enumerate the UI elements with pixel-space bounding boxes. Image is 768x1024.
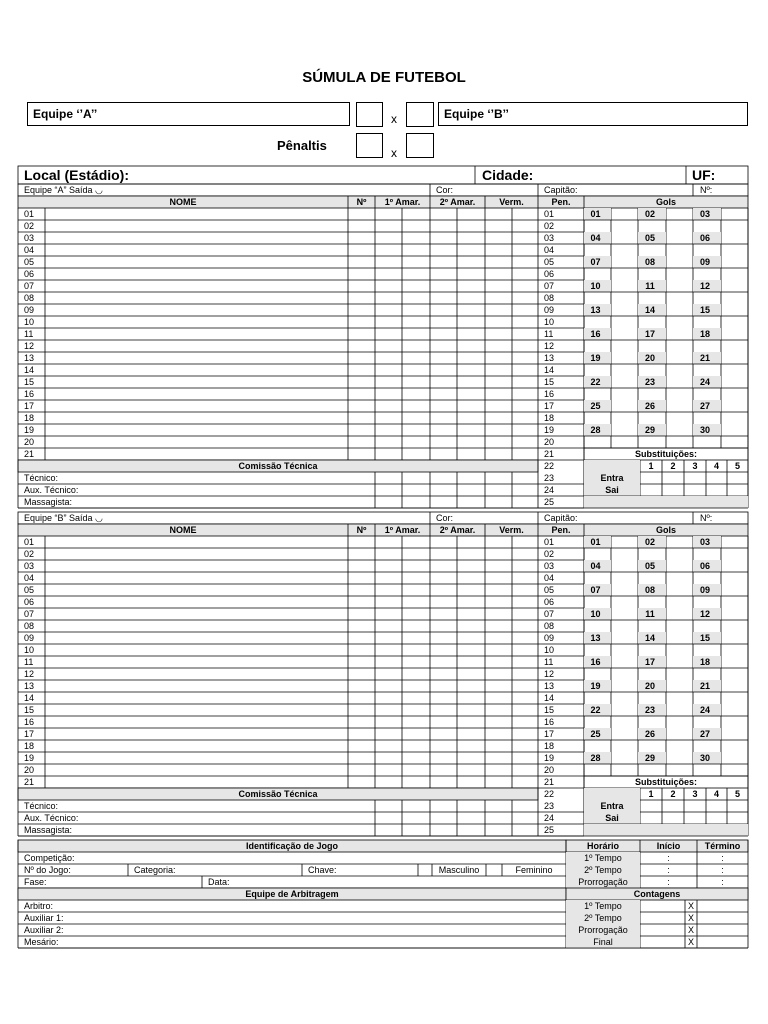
player-number-b: 18 xyxy=(24,741,35,751)
sub-number: 2 xyxy=(670,789,676,799)
numero-jogo-label: Nº do Jogo: xyxy=(24,865,71,875)
cor-label: Cor: xyxy=(436,185,454,195)
penalty-number-b: 10 xyxy=(544,645,555,655)
sai-label: Sai xyxy=(605,485,619,495)
sub-number: 1 xyxy=(648,461,654,471)
penalty-number-b: 21 xyxy=(544,777,555,787)
penalty-number-a: 22 xyxy=(544,461,555,471)
goal-number-b: 24 xyxy=(699,705,710,715)
goal-number-b: 26 xyxy=(644,729,655,739)
masculino-label: Masculino xyxy=(438,865,480,875)
penalty-number-a: 16 xyxy=(544,389,555,399)
sub-number: 2 xyxy=(670,461,676,471)
penalty-number-b: 18 xyxy=(544,741,555,751)
player-number-a: 10 xyxy=(24,317,35,327)
staff-label: Técnico: xyxy=(24,473,59,483)
goal-number-b: 18 xyxy=(699,657,710,667)
penalty-number-b: 15 xyxy=(544,705,555,715)
goal-number-a: 20 xyxy=(644,353,655,363)
team-a-saida-label: Equipe “A” Saída ◡ xyxy=(24,185,103,195)
penalty-number-b: 02 xyxy=(544,549,555,559)
goal-number-b: 15 xyxy=(699,633,710,643)
staff-label: Técnico: xyxy=(24,801,59,811)
versus-label: x xyxy=(391,112,397,126)
goal-number-b: 06 xyxy=(699,561,710,571)
goal-number-a: 26 xyxy=(644,401,655,411)
chave-label: Chave: xyxy=(308,865,337,875)
player-number-a: 08 xyxy=(24,293,35,303)
data-label: Data: xyxy=(208,877,230,887)
column-header: 2º Amar. xyxy=(439,525,476,535)
inicio-separator: : xyxy=(667,865,670,875)
player-number-a: 09 xyxy=(24,305,35,315)
penalty-number-b: 14 xyxy=(544,693,555,703)
page-title: SÚMULA DE FUTEBOL xyxy=(302,69,466,86)
penalty-number-a: 17 xyxy=(544,401,555,411)
player-number-a: 12 xyxy=(24,341,35,351)
penalty-number-b: 25 xyxy=(544,825,555,835)
contagem-x: X xyxy=(687,925,694,935)
player-number-b: 07 xyxy=(24,609,35,619)
categoria-label: Categoria: xyxy=(134,865,176,875)
player-number-a: 02 xyxy=(24,221,35,231)
column-header: Verm. xyxy=(499,197,524,207)
contagem-x: X xyxy=(687,937,694,947)
goal-number-a: 23 xyxy=(644,377,655,387)
player-number-b: 15 xyxy=(24,705,35,715)
player-number-a: 18 xyxy=(24,413,35,423)
penalty-number-b: 07 xyxy=(544,609,555,619)
penalty-versus-label: x xyxy=(391,146,397,160)
player-number-a: 07 xyxy=(24,281,35,291)
goal-number-a: 03 xyxy=(699,209,710,219)
column-header: Verm. xyxy=(499,525,524,535)
inicio-separator: : xyxy=(667,877,670,887)
goal-number-a: 13 xyxy=(590,305,601,315)
player-number-b: 21 xyxy=(24,777,35,787)
sub-number: 4 xyxy=(713,789,719,799)
horario-period: 2º Tempo xyxy=(584,865,622,875)
local-label: Local (Estádio): xyxy=(24,167,130,183)
penalty-number-b: 20 xyxy=(544,765,555,775)
penalty-number-a: 06 xyxy=(544,269,555,279)
penalty-number-b: 22 xyxy=(544,789,555,799)
penalty-number-b: 24 xyxy=(544,813,555,823)
penalty-number-b: 08 xyxy=(544,621,555,631)
goal-number-a: 09 xyxy=(699,257,710,267)
player-number-b: 17 xyxy=(24,729,35,739)
penalty-number-a: 03 xyxy=(544,233,555,243)
identificacao-title: Identificação de Jogo xyxy=(245,841,339,851)
goal-number-a: 19 xyxy=(590,353,601,363)
player-number-a: 13 xyxy=(24,353,35,363)
player-number-a: 06 xyxy=(24,269,35,279)
goal-number-b: 23 xyxy=(644,705,655,715)
penalty-number-a: 19 xyxy=(544,425,555,435)
player-number-a: 11 xyxy=(24,329,34,339)
goal-number-b: 05 xyxy=(644,561,655,571)
sai-label: Sai xyxy=(605,813,619,823)
player-number-a: 15 xyxy=(24,377,35,387)
goal-number-b: 17 xyxy=(644,657,655,667)
goal-number-a: 12 xyxy=(699,281,710,291)
goal-number-a: 25 xyxy=(590,401,601,411)
penalty-number-a: 10 xyxy=(544,317,555,327)
goal-number-a: 10 xyxy=(590,281,601,291)
contagem-x: X xyxy=(687,913,694,923)
player-number-b: 13 xyxy=(24,681,35,691)
player-number-b: 02 xyxy=(24,549,35,559)
contagem-period: 1º Tempo xyxy=(584,901,622,911)
goal-number-b: 28 xyxy=(590,753,601,763)
penalty-number-b: 19 xyxy=(544,753,555,763)
penalty-number-a: 21 xyxy=(544,449,555,459)
goal-number-a: 01 xyxy=(590,209,601,219)
team-b-label: Equipe ‘’B’’ xyxy=(444,107,509,121)
goal-number-b: 16 xyxy=(590,657,601,667)
penalty-number-b: 13 xyxy=(544,681,555,691)
penalty-number-a: 01 xyxy=(544,209,555,219)
goal-number-b: 29 xyxy=(644,753,655,763)
cor-label: Cor: xyxy=(436,513,454,523)
contagem-period: 2º Tempo xyxy=(584,913,622,923)
penalty-number-b: 17 xyxy=(544,729,555,739)
goal-number-b: 25 xyxy=(590,729,601,739)
column-header: Nº xyxy=(356,525,367,535)
sub-number: 5 xyxy=(734,461,740,471)
capitao-label: Capitão: xyxy=(544,513,578,523)
penalty-number-b: 12 xyxy=(544,669,555,679)
goal-number-b: 22 xyxy=(590,705,601,715)
arbitragem-role: Mesário: xyxy=(24,937,59,947)
sub-number: 3 xyxy=(692,789,698,799)
penalty-number-a: 07 xyxy=(544,281,555,291)
goal-number-a: 21 xyxy=(699,353,710,363)
player-number-b: 05 xyxy=(24,585,35,595)
competicao-label: Competição: xyxy=(24,853,75,863)
goal-number-b: 09 xyxy=(699,585,710,595)
goal-number-a: 30 xyxy=(699,425,710,435)
player-number-a: 04 xyxy=(24,245,35,255)
goal-number-a: 22 xyxy=(590,377,601,387)
penalty-number-a: 23 xyxy=(544,473,555,483)
penalty-number-a: 11 xyxy=(544,329,554,339)
inicio-separator: : xyxy=(667,853,670,863)
substituicoes-label: Substituições: xyxy=(634,449,697,459)
inicio-label: Início xyxy=(656,841,681,851)
column-header: Pen. xyxy=(551,197,571,207)
goal-number-b: 19 xyxy=(590,681,601,691)
penalty-number-a: 20 xyxy=(544,437,555,447)
termino-separator: : xyxy=(721,865,724,875)
penaltis-label: Pênaltis xyxy=(277,138,327,153)
goal-number-b: 04 xyxy=(590,561,601,571)
player-number-a: 21 xyxy=(24,449,35,459)
goal-number-b: 27 xyxy=(699,729,710,739)
penalty-number-b: 06 xyxy=(544,597,555,607)
staff-label: Massagista: xyxy=(24,497,73,507)
player-number-a: 14 xyxy=(24,365,35,375)
player-number-a: 20 xyxy=(24,437,35,447)
goal-number-a: 28 xyxy=(590,425,601,435)
column-header: Pen. xyxy=(551,525,571,535)
column-header: 1º Amar. xyxy=(384,525,421,535)
player-number-b: 16 xyxy=(24,717,35,727)
goal-number-a: 05 xyxy=(644,233,655,243)
goal-number-a: 07 xyxy=(590,257,601,267)
penalty-number-b: 01 xyxy=(544,537,555,547)
termino-separator: : xyxy=(721,877,724,887)
penalty-number-a: 24 xyxy=(544,485,555,495)
player-number-a: 19 xyxy=(24,425,35,435)
team-a-label: Equipe ‘’A’’ xyxy=(33,107,98,121)
goal-number-a: 16 xyxy=(590,329,601,339)
cidade-label: Cidade: xyxy=(482,167,534,183)
player-number-b: 20 xyxy=(24,765,35,775)
player-number-a: 01 xyxy=(24,209,35,219)
player-number-a: 16 xyxy=(24,389,35,399)
penalty-number-a: 09 xyxy=(544,305,555,315)
arbitragem-role: Auxiliar 1: xyxy=(24,913,64,923)
column-header: 1º Amar. xyxy=(384,197,421,207)
sub-number: 4 xyxy=(713,461,719,471)
entra-label: Entra xyxy=(600,801,624,811)
contagem-period: Prorrogação xyxy=(578,925,628,935)
penalty-number-b: 05 xyxy=(544,585,555,595)
player-number-b: 01 xyxy=(24,537,35,547)
penalty-number-a: 12 xyxy=(544,341,555,351)
goal-number-a: 02 xyxy=(644,209,655,219)
penalty-number-a: 02 xyxy=(544,221,555,231)
penalty-number-b: 04 xyxy=(544,573,555,583)
player-number-b: 10 xyxy=(24,645,35,655)
contagem-period: Final xyxy=(593,937,613,947)
penalty-number-b: 03 xyxy=(544,561,555,571)
numero-label: Nº: xyxy=(700,513,713,523)
goal-number-a: 27 xyxy=(699,401,710,411)
staff-label: Massagista: xyxy=(24,825,73,835)
sub-number: 3 xyxy=(692,461,698,471)
goal-number-a: 24 xyxy=(699,377,710,387)
comissao-tecnica-label: Comissão Técnica xyxy=(238,789,318,799)
comissao-tecnica-label: Comissão Técnica xyxy=(238,461,318,471)
sub-number: 1 xyxy=(648,789,654,799)
goal-number-a: 18 xyxy=(699,329,710,339)
goal-number-a: 08 xyxy=(644,257,655,267)
feminino-label: Feminino xyxy=(515,865,553,875)
capitao-label: Capitão: xyxy=(544,185,578,195)
substituicoes-label: Substituições: xyxy=(634,777,697,787)
team-b-saida-label: Equipe “B” Saída ◡ xyxy=(24,513,103,523)
goal-number-b: 21 xyxy=(699,681,710,691)
arbitragem-role: Arbitro: xyxy=(24,901,54,911)
goal-number-b: 11 xyxy=(645,609,655,619)
column-header: NOME xyxy=(169,525,197,535)
goal-number-a: 14 xyxy=(644,305,655,315)
penalty-number-b: 09 xyxy=(544,633,555,643)
goal-number-b: 13 xyxy=(590,633,601,643)
penalty-number-a: 13 xyxy=(544,353,555,363)
arbitragem-role: Auxiliar 2: xyxy=(24,925,64,935)
goal-number-a: 29 xyxy=(644,425,655,435)
player-number-b: 04 xyxy=(24,573,35,583)
numero-label: Nº: xyxy=(700,185,713,195)
contagem-x: X xyxy=(687,901,694,911)
goal-number-b: 14 xyxy=(644,633,655,643)
player-number-a: 05 xyxy=(24,257,35,267)
column-header: Gols xyxy=(655,197,676,207)
horario-title: Horário xyxy=(586,841,619,851)
goal-number-b: 10 xyxy=(590,609,601,619)
player-number-b: 03 xyxy=(24,561,35,571)
goal-number-a: 04 xyxy=(590,233,601,243)
goal-number-a: 06 xyxy=(699,233,710,243)
player-number-b: 09 xyxy=(24,633,35,643)
penalty-number-b: 23 xyxy=(544,801,555,811)
player-number-b: 11 xyxy=(24,657,34,667)
goal-number-a: 15 xyxy=(699,305,710,315)
player-number-a: 17 xyxy=(24,401,35,411)
termino-label: Término xyxy=(704,841,741,851)
goal-number-a: 17 xyxy=(644,329,655,339)
goal-number-b: 08 xyxy=(644,585,655,595)
goal-number-b: 01 xyxy=(590,537,601,547)
penalty-number-a: 08 xyxy=(544,293,555,303)
penalty-number-b: 11 xyxy=(544,657,554,667)
player-number-b: 08 xyxy=(24,621,35,631)
goal-number-b: 07 xyxy=(590,585,601,595)
goal-number-b: 20 xyxy=(644,681,655,691)
penalty-number-a: 14 xyxy=(544,365,555,375)
goal-number-b: 03 xyxy=(699,537,710,547)
player-number-b: 19 xyxy=(24,753,35,763)
contagens-title: Contagens xyxy=(633,889,681,899)
column-header: Nº xyxy=(356,197,367,207)
penalty-number-a: 18 xyxy=(544,413,555,423)
player-number-a: 03 xyxy=(24,233,35,243)
penalty-number-a: 05 xyxy=(544,257,555,267)
penalty-number-a: 15 xyxy=(544,377,555,387)
horario-period: Prorrogação xyxy=(578,877,628,887)
goal-number-a: 11 xyxy=(645,281,655,291)
sub-number: 5 xyxy=(734,789,740,799)
goal-number-b: 02 xyxy=(644,537,655,547)
player-number-b: 06 xyxy=(24,597,35,607)
goal-number-b: 12 xyxy=(699,609,710,619)
player-number-b: 14 xyxy=(24,693,35,703)
column-header: NOME xyxy=(169,197,197,207)
player-number-b: 12 xyxy=(24,669,35,679)
arbitragem-title: Equipe de Arbitragem xyxy=(245,889,339,899)
column-header: 2º Amar. xyxy=(439,197,476,207)
penalty-number-b: 16 xyxy=(544,717,555,727)
uf-label: UF: xyxy=(692,167,716,183)
penalty-number-a: 25 xyxy=(544,497,555,507)
entra-label: Entra xyxy=(600,473,624,483)
goal-number-b: 30 xyxy=(699,753,710,763)
fase-label: Fase: xyxy=(24,877,47,887)
column-header: Gols xyxy=(655,525,676,535)
termino-separator: : xyxy=(721,853,724,863)
penalty-number-a: 04 xyxy=(544,245,555,255)
staff-label: Aux. Técnico: xyxy=(24,813,79,823)
horario-period: 1º Tempo xyxy=(584,853,622,863)
staff-label: Aux. Técnico: xyxy=(24,485,79,495)
